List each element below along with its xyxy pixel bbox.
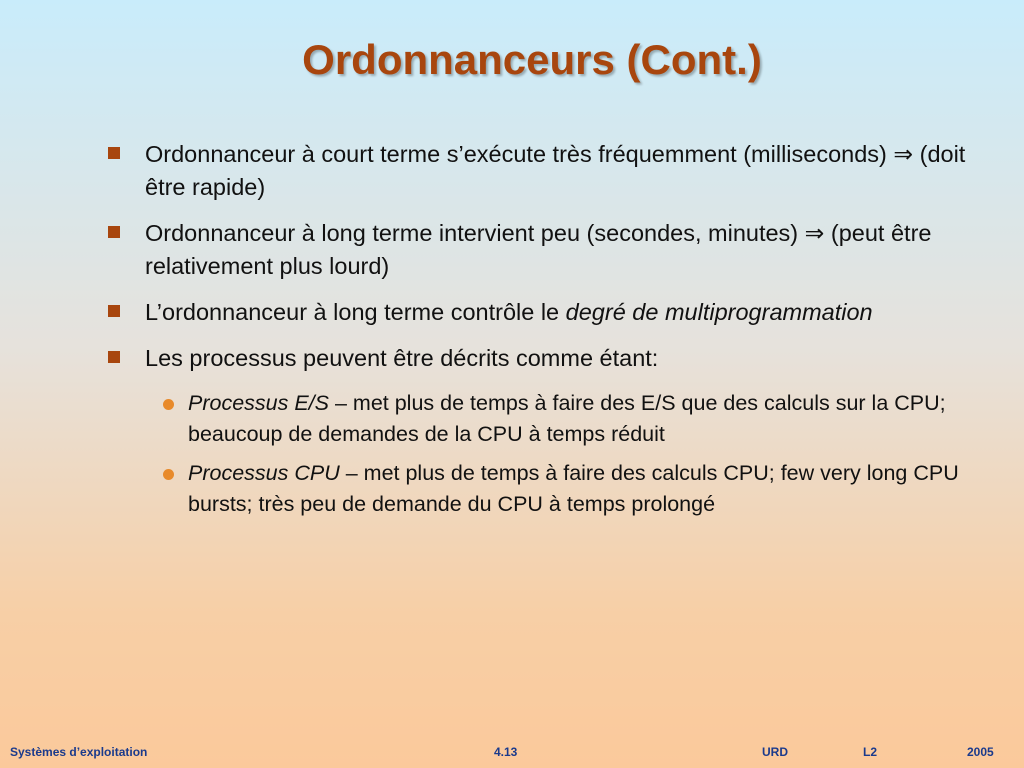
footer-slide-number: 4.13 bbox=[494, 745, 518, 759]
round-bullet-icon bbox=[163, 469, 174, 480]
bullet-item bbox=[108, 342, 968, 375]
bullet-text: Ordonnanceur à long terme intervient peu (secondes, minutes) ⇒ (peut être relativement plus lourd) bbox=[145, 220, 932, 279]
bullet-emphasis: degré de multiprogrammation bbox=[565, 299, 873, 325]
square-bullet-icon bbox=[108, 226, 120, 238]
sub-bullet-text: – met plus de temps à faire des E/S que des calculs sur la CPU; beaucoup de demandes de la CPU à temps réduit bbox=[188, 391, 946, 446]
footer-year: 2005 bbox=[967, 745, 994, 759]
square-bullet-icon bbox=[108, 147, 120, 159]
bullet-item bbox=[108, 138, 968, 204]
sub-bullet-item bbox=[153, 458, 968, 520]
slide-title: Ordonnanceurs (Cont.) bbox=[302, 36, 762, 83]
round-bullet-icon bbox=[163, 399, 174, 410]
footer-level: L2 bbox=[863, 745, 878, 759]
bullet-text: Ordonnanceur à court terme s’exécute très fréquemment (milliseconds) ⇒ (doit être rapide) bbox=[145, 141, 966, 200]
footer-course: Systèmes d’exploitation bbox=[10, 745, 148, 759]
square-bullet-icon bbox=[108, 351, 120, 363]
slide-content bbox=[108, 138, 968, 528]
bullet-text: Les processus peuvent être décrits comme étant: bbox=[145, 345, 659, 371]
bullet-text: L’ordonnanceur à long terme contrôle le bbox=[145, 299, 566, 325]
bullet-item bbox=[108, 217, 968, 283]
sub-bullet-emphasis: Processus E/S bbox=[188, 391, 329, 415]
bullet-item bbox=[108, 296, 968, 329]
sub-bullet-text: – met plus de temps à faire des calculs CPU; few very long CPU bursts; très peu de demande du CPU à temps prolongé bbox=[188, 461, 959, 516]
footer-institution: URD bbox=[762, 745, 788, 759]
sub-bullet-item bbox=[153, 388, 968, 450]
square-bullet-icon bbox=[108, 305, 120, 317]
sub-bullet-emphasis: Processus CPU bbox=[188, 461, 340, 485]
